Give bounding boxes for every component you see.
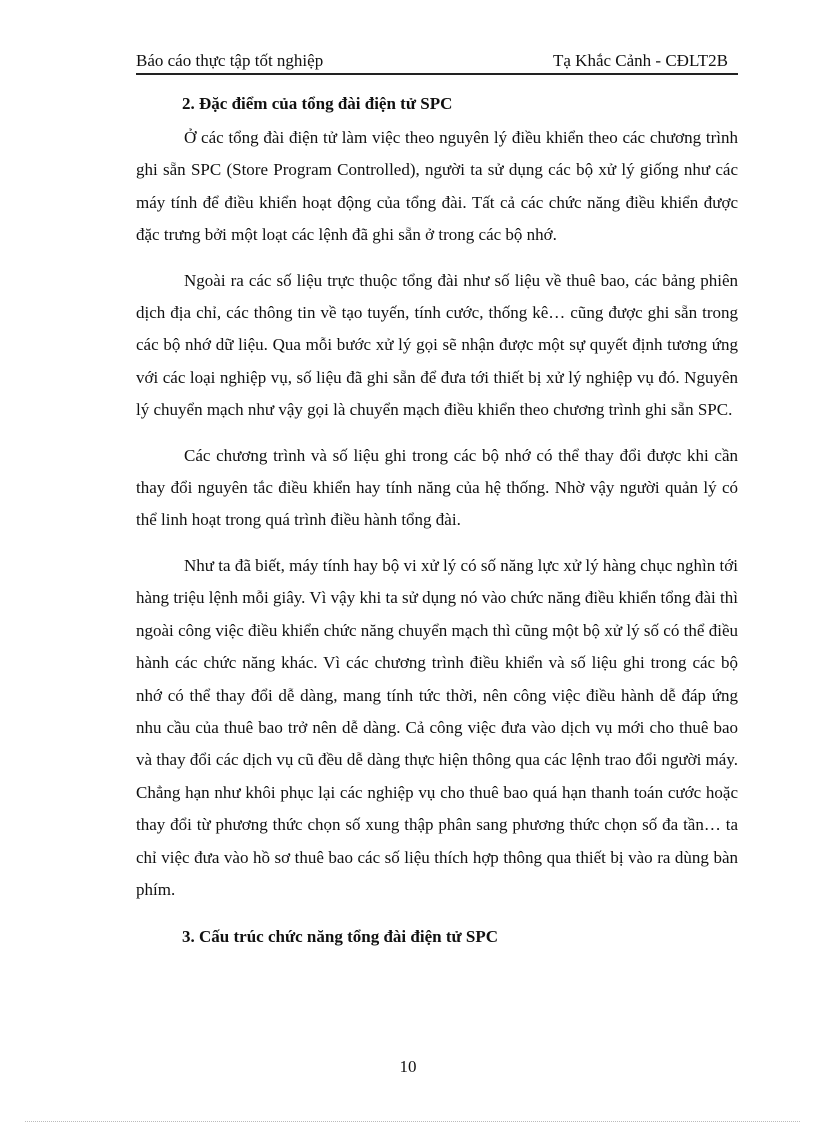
section-2-heading: 2. Đặc điểm của tổng đài điện tử SPC — [182, 94, 453, 113]
paragraph-3: Các chương trình và số liệu ghi trong các bộ nhớ có thể thay đổi được khi cần thay đổi nguyên tắc điều khiển hay tính năng của hệ thống. Nhờ vậy người quản lý có thể linh hoạt trong quá trình điều hành tổng đài. — [136, 445, 738, 530]
paragraph-4: Như ta đã biết, máy tính hay bộ vi xử lý có số năng lực xử lý hàng chục nghìn tới hàng triệu lệnh mỗi giây. Vì vậy khi ta sử dụng nó vào chức năng điều khiển tổng đài thì ngoài công việc điều khiển chức năng chuyển mạch thì cũng một bộ xử lý số có thể điều hành các chức năng khác. Vì các chương trình điều khiển và số liệu ghi trong các bộ nhớ có thể thay đổi dễ dàng, mang tính tức thời, nên công việc điều hành dễ đáp ứng nhu cầu của thuê bao trở nên dễ dàng. Cả công việc đưa vào dịch vụ mới cho thuê bao và thay đổi các dịch vụ cũ đều dễ dàng thực hiện thông qua các lệnh trao đổi người máy. Chẳng hạn như khôi phục lại các nghiệp vụ cho thuê bao quá hạn thanh toán cước hoặc thay đổi từ phương thức chọn số xung thập phân sang phương thức chọn số đa tần… ta chỉ việc đưa vào hồ sơ thuê bao các số liệu thích hợp thông qua thiết bị vào ra dùng bàn phím. — [136, 555, 738, 899]
page-bottom-divider — [25, 1121, 800, 1122]
paragraph-1: Ở các tổng đài điện tử làm việc theo nguyên lý điều khiển theo các chương trình ghi sẵn SPC (Store Program Controlled), người ta sử dụng các bộ xử lý giống như các máy tính để điều khiển hoạt động của tổng đài. Tất cả các chức năng điều khiển được đặc trưng bởi một loạt các lệnh đã ghi sẵn ở trong các bộ nhớ. — [136, 128, 738, 245]
page-header — [136, 49, 738, 75]
header-report-title: Báo cáo thực tập tốt nghiệp — [136, 51, 324, 70]
paragraph-2: Ngoài ra các số liệu trực thuộc tổng đài như số liệu về thuê bao, các bảng phiên dịch địa chỉ, các thông tin về tạo tuyến, tính cước, thống kê… cũng được ghi sẵn trong các bộ nhớ dữ liệu. Qua mỗi bước xử lý gọi sẽ nhận được một sự quyết định tương ứng với các loại nghiệp vụ, số liệu đã ghi sẵn để đưa tới thiết bị xử lý nghiệp vụ đó. Nguyên lý chuyển mạch như vậy gọi là chuyển mạch điều khiển theo chương trình ghi sẵn SPC. — [136, 270, 738, 420]
header-author: Tạ Khắc Cảnh - CĐLT2B — [552, 51, 728, 70]
page-number: 10 — [399, 1057, 417, 1076]
section-3-heading: 3. Cấu trúc chức năng tổng đài điện tử SPC — [182, 927, 499, 947]
document-body — [136, 86, 738, 955]
